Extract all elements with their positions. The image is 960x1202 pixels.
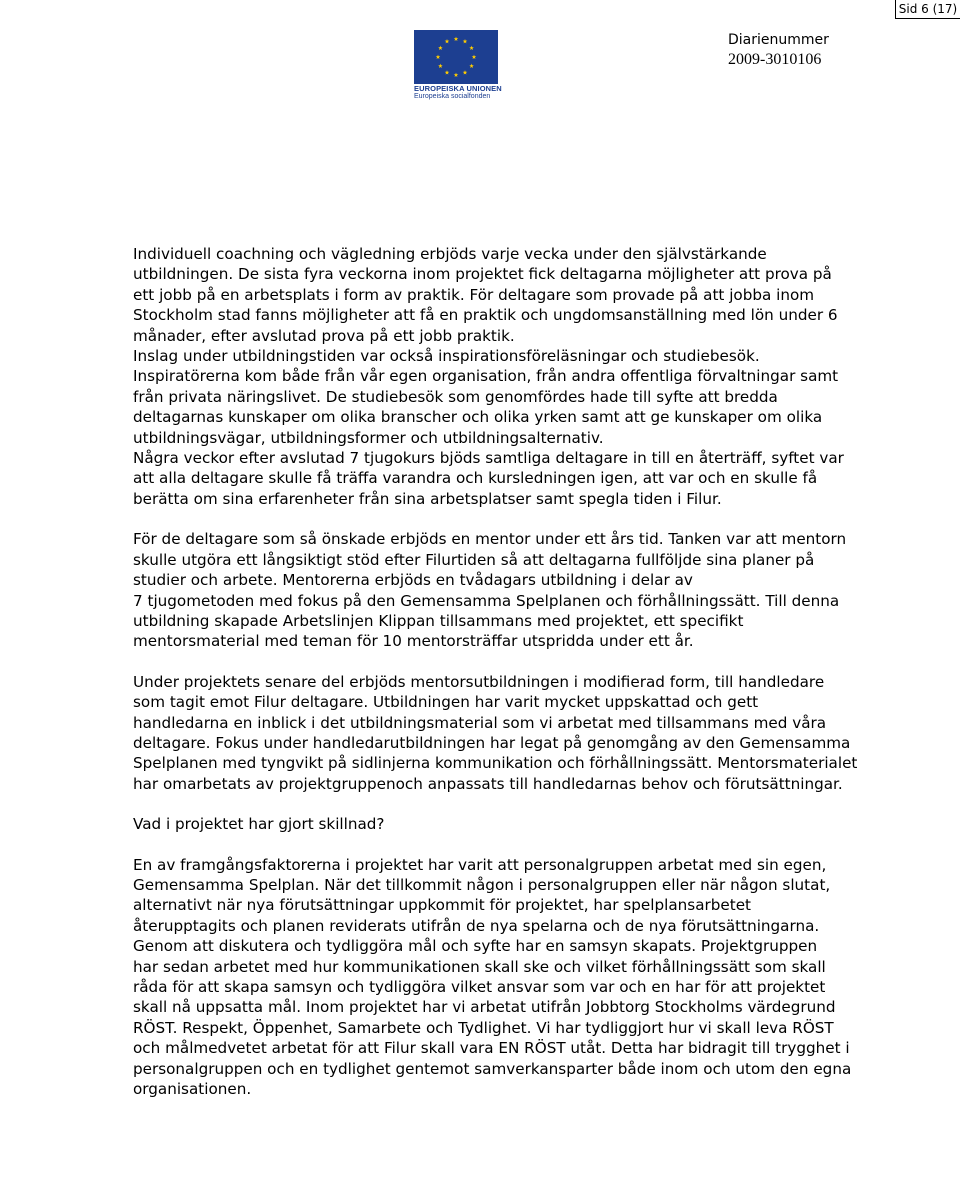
text-line: att alla deltagare skulle få träffa varandra och kursledningen igen, att var och en skulle få	[133, 469, 818, 488]
text-line: Under projektets senare del erbjöds mentorsutbildningen i modifierad form, till handledare	[133, 672, 825, 691]
text-line: Inspiratörerna kom både från vår egen organisation, från andra offentliga förvaltningar samt	[133, 367, 839, 386]
text-line: Stockholm stad fanns möjligheter att få en praktik och ungdomsanställning med lön under 6	[133, 306, 838, 325]
paragraph-3	[133, 672, 948, 794]
text-line: utbildningsvägar, utbildningsformer och utbildningsalternativ.	[133, 428, 604, 447]
text-line: 7 tjugometoden med fokus på den Gemensamma Spelplanen och förhållningssätt. Till denna	[133, 591, 840, 610]
text-line: En av framgångsfaktorerna i projektet har varit att personalgruppen arbetat med sin egen,	[133, 855, 827, 874]
text-line: skall nå uppsatta mål. Inom projektet har vi arbetat utifrån Jobbtorg Stockholms värdegrund	[133, 998, 836, 1017]
text-line: månader, efter avslutad prova på ett jobb praktik.	[133, 326, 515, 345]
text-line: utbildningen. De sista fyra veckorna inom projektet fick deltagarna möjligheter att prova på	[133, 265, 832, 284]
text-line: deltagarnas kunskaper om olika branscher och olika yrken samt att ge kunskaper om olika	[133, 408, 823, 427]
eu-logo	[414, 30, 500, 102]
text-line: Spelplanen med tyngvikt på sidlinjerna kommunikation och förhållningssätt. Mentorsmaterialet	[133, 754, 858, 773]
page-number: Sid 6 (17)	[895, 0, 960, 19]
text-line: Inslag under utbildningstiden var också inspirationsföreläsningar och studiebesök.	[133, 347, 760, 366]
footer-side-text	[0, 910, 1, 1190]
text-line: handledarna en inblick i det utbildningsmaterial som vi arbetat med tillsammans med våra	[133, 713, 827, 732]
text-line: personalgruppen och en tydlighet gentemot samverkansparter både inom och utom den egna	[133, 1059, 852, 1078]
diary-label: Diarienummer	[728, 32, 829, 48]
text-line: och målmedvetet arbetat för att Filur skall vara EN RÖST utåt. Detta har bidragit till trygghet i	[133, 1039, 850, 1058]
text-line: från privata näringslivet. De studiebesök som genomfördes hade till syfte att bredda	[133, 387, 778, 406]
text-line: skulle utgöra ett långsiktigt stöd efter Filurtiden så att deltagarna fullföljde sina planer på	[133, 550, 815, 569]
logo-line2: Europeiska socialfonden	[414, 93, 491, 100]
document-body	[133, 244, 948, 1099]
text-line: ett jobb på en arbetsplats i form av praktik. För deltagare som provade på att jobba inom	[133, 285, 815, 304]
paragraph-2	[133, 529, 948, 651]
text-line: organisationen.	[133, 1080, 252, 1099]
text-line: Några veckor efter avslutad 7 tjugokurs bjöds samtliga deltagare in till en återträff, syftet var	[133, 449, 844, 468]
text-line: RÖST. Respekt, Öppenhet, Samarbete och Tydlighet. Vi har tydliggjort hur vi skall leva RÖST	[133, 1018, 834, 1037]
text-line: utbildning skapade Arbetslinjen Klippan tillsammans med projektet, ett specifikt	[133, 611, 744, 630]
text-line: återupptagits och planen reviderats utifrån de nya spelarna och de nya förutsättningarna.	[133, 916, 820, 935]
text-line: har sedan arbetet med hur kommunikationen skall ske och vilket förhållningssätt som skall	[133, 957, 826, 976]
text-line: mentorsmaterial med teman för 10 mentorsträffar utspridda under ett år.	[133, 632, 694, 651]
text-line: Gemensamma Spelplan. När det tillkommit någon i personalgruppen eller när någon slutat,	[133, 875, 831, 894]
text-line: råda för att skapa samsyn och tydliggöra vilket ansvar som var och en har för att projektet	[133, 978, 826, 996]
text-line: studier och arbete. Mentorerna erbjöds en tvådagars utbildning i delar av	[133, 571, 693, 590]
paragraph-1	[133, 244, 948, 509]
logo-line1: EUROPEISKA UNIONEN	[414, 84, 502, 93]
text-line: alternativt när nya förutsättningar uppkommit för projektet, har spelplansarbetet	[133, 896, 751, 915]
section-heading: Vad i projektet har gjort skillnad?	[133, 815, 385, 834]
text-line: har omarbetats av projektgruppenoch anpassats till handledarnas behov och förutsättningar.	[133, 774, 843, 793]
text-line: deltagare. Fokus under handledarutbildningen har legat på genomgång av den Gemensamma	[133, 733, 851, 752]
text-line: Individuell coachning och vägledning erbjöds varje vecka under den självstärkande	[133, 245, 767, 263]
text-line: berätta om sina erfarenheter från sina arbetsplatser samt spegla tiden i Filur.	[133, 489, 722, 508]
eu-flag-icon	[414, 30, 498, 84]
paragraph-4	[133, 855, 948, 1100]
text-line: För de deltagare som så önskade erbjöds en mentor under ett års tid. Tanken var att mentorn	[133, 530, 847, 549]
diary-block	[728, 31, 829, 70]
diary-number: 2009-3010106	[728, 51, 822, 68]
text-line: som tagit emot Filur deltagare. Utbildningen har varit mycket uppskattad och gett	[133, 693, 759, 712]
text-line: Genom att diskutera och tydliggöra mål och syfte har en samsyn skapats. Projektgruppen	[133, 937, 818, 956]
